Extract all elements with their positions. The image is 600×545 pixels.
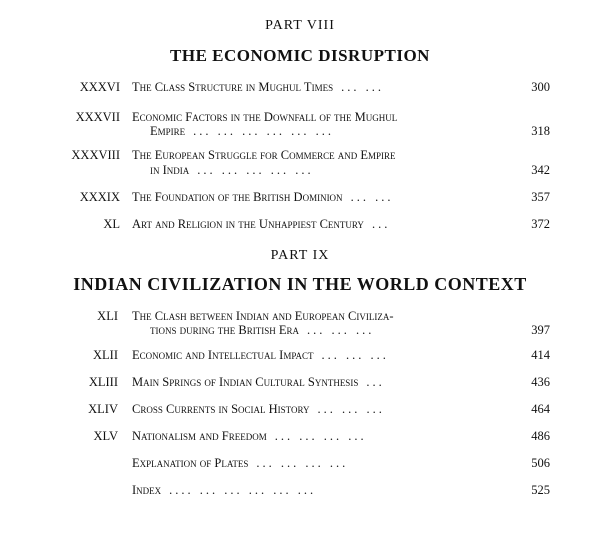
page-number: 436 [531,375,550,389]
page-number: 506 [531,456,550,470]
chapter-title: The Foundation of the British Dominion ... ... [132,190,394,204]
chapter-number: XL [103,217,120,231]
chapter-number: XXXIX [79,190,120,204]
chapter-number: XLII [93,348,118,362]
page-number: 372 [531,217,550,231]
page-number: 525 [531,483,550,497]
page-number: 397 [531,323,550,337]
chapter-title: Nationalism and Freedom ... ... ... ... [132,429,367,443]
chapter-title-cont: tions during the British Era ... ... ... [150,323,375,337]
chapter-title-cont: in India ... ... ... ... ... [150,163,314,177]
page-number: 486 [531,429,550,443]
section-title: Index .... ... ... ... ... ... [132,483,317,497]
chapter-number: XLIII [88,375,118,389]
page-number: 357 [531,190,550,204]
chapter-title-cont: Empire ... ... ... ... ... ... [150,124,335,138]
page-number: 414 [531,348,550,362]
page-number: 464 [531,402,550,416]
page-number: 300 [531,80,550,94]
part-8-title: THE ECONOMIC DISRUPTION [170,46,430,65]
chapter-title: The European Struggle for Commerce and Empire [132,148,396,162]
part-8-label: PART VIII [265,18,335,33]
part-9-title: INDIAN CIVILIZATION IN THE WORLD CONTEXT [73,274,527,294]
chapter-number: XLV [93,429,118,443]
chapter-number: XXXVI [79,80,120,94]
page-number: 318 [531,124,550,138]
page-number: 342 [531,163,550,177]
chapter-number: XXXVIII [71,148,120,162]
part-9-label: PART IX [270,248,330,263]
chapter-number: XLIV [88,402,118,416]
chapter-title: The Clash between Indian and European Civiliza- [132,309,394,323]
section-title: Explanation of Plates ... ... ... ... [132,456,349,470]
chapter-title: Economic and Intellectual Impact ... ... ... [132,348,389,362]
chapter-title: Main Springs of Indian Cultural Synthesis ... [132,375,385,389]
chapter-title: Economic Factors in the Downfall of the Mughul [132,110,398,124]
chapter-title: Cross Currents in Social History ... ... ... [132,402,385,416]
chapter-number: XLI [97,309,118,323]
chapter-number: XXXVII [75,110,120,124]
chapter-title: The Class Structure in Mughul Times ... ... [132,80,384,94]
chapter-title: Art and Religion in the Unhappiest Century ... [132,217,391,231]
